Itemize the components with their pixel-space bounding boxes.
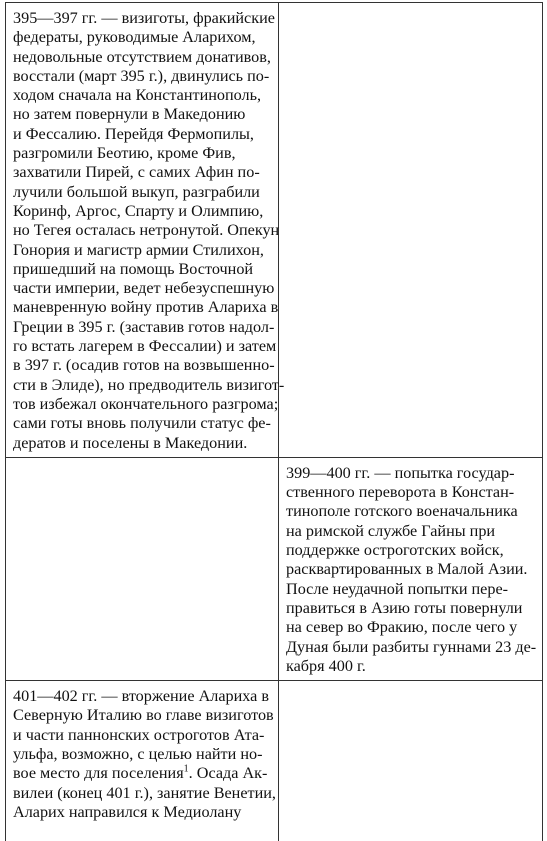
text-line: федераты, руководимые Аларихом, [13, 28, 256, 47]
text-line: тов избежал окончательного разгрома; [13, 394, 279, 413]
text-line: ходом сначала на Константинополь, [13, 86, 262, 105]
text-line: маневренную войну против Алариха в [13, 298, 279, 317]
footnote-mark[interactable]: 1 [183, 763, 189, 775]
text-line: вилеи (конец 401 г.), занятие Венетии, [13, 783, 276, 802]
text-line: После неудачной попытки пере- [286, 579, 509, 598]
text-line: разгромили Беотию, кроме Фив, [13, 144, 236, 163]
text-line: части империи, ведет небезуспешную [13, 279, 275, 298]
table-cell-left-empty [6, 457, 279, 680]
text-line: Гонория и магистр армии Стилихон, [13, 240, 264, 259]
text-fragment: Осада Ак- [196, 764, 268, 783]
text-line: 401—402 гг. — вторжение Алариха в [13, 687, 270, 706]
text-line: Коринф, Аргос, Спарту и Олимпию, [13, 201, 264, 220]
text-line: 399—400 гг. — попытка государ- [286, 463, 515, 482]
table-cell-right [279, 457, 543, 680]
text-line: 395—397 гг. — визиготы, фракийские [13, 9, 275, 27]
chronology-table [5, 2, 543, 841]
text-line: ульфа, возможно, с целью найти но- [13, 744, 263, 763]
text-line: восстали (март 395 г.), двинулись по- [13, 66, 270, 85]
text-line: на римской службе Гайны при [286, 521, 496, 540]
text-line: Греции в 395 г. (заставив готов надол- [13, 317, 275, 336]
text-line: и части паннонских остроготов Ата- [13, 725, 265, 744]
text-line: го встать лагерем в Фессалии) и затем [13, 337, 277, 356]
text-line: дератов и поселены в Македонии. [13, 433, 248, 452]
table-cell-left [6, 3, 285, 458]
text-line: лучили большой выкуп, разграбили [13, 182, 260, 201]
document-page [5, 2, 542, 821]
table-cell-right-empty [279, 3, 543, 458]
text-line: в 397 г. (осадив готов на возвышенно- [13, 356, 275, 375]
text-line: Северную Италию во главе визиготов [13, 706, 274, 725]
text-line: и Фессалию. Перейдя Фермопилы, [13, 124, 254, 143]
table-row [6, 3, 543, 458]
table-cell-right-empty [279, 681, 543, 841]
text-line: пришедший на помощь Восточной [13, 259, 254, 278]
text-line: правиться в Азию готы повернули [286, 598, 523, 617]
text-line: Дуная были разбиты гуннами 23 де- [286, 637, 537, 656]
table-row [6, 457, 543, 680]
text-line: захватили Пирей, с самих Афин по- [13, 163, 260, 182]
text-fragment: вое место для поселения [13, 764, 184, 783]
text-line: тинополе готского военачальника [286, 502, 518, 521]
text-line: но Тегея осталась нетронутой. Опекун [13, 221, 280, 240]
text-line: поддержке остроготских войск, [286, 541, 504, 560]
text-line: расквартированных в Малой Азии. [286, 560, 528, 579]
table-row [6, 681, 543, 841]
text-line: вое место для поселения$^1$. Осада Ак- [13, 763, 268, 783]
text-line: на север во Фракию, после чего у [286, 618, 518, 637]
text-line: недовольные отсутствием донативов, [13, 47, 271, 66]
text-line: кабря 400 г. [286, 656, 366, 675]
text-line: но затем повернули в Македонию [13, 105, 246, 124]
text-line: сти в Элиде), но предводитель визигот- [13, 375, 285, 394]
text-line: Аларих направился к Медиолану [13, 802, 242, 821]
text-line: ственного переворота в Констан- [286, 483, 515, 502]
table-cell-left [6, 681, 279, 841]
text-line: сами готы вновь получили статус фе- [13, 414, 271, 433]
